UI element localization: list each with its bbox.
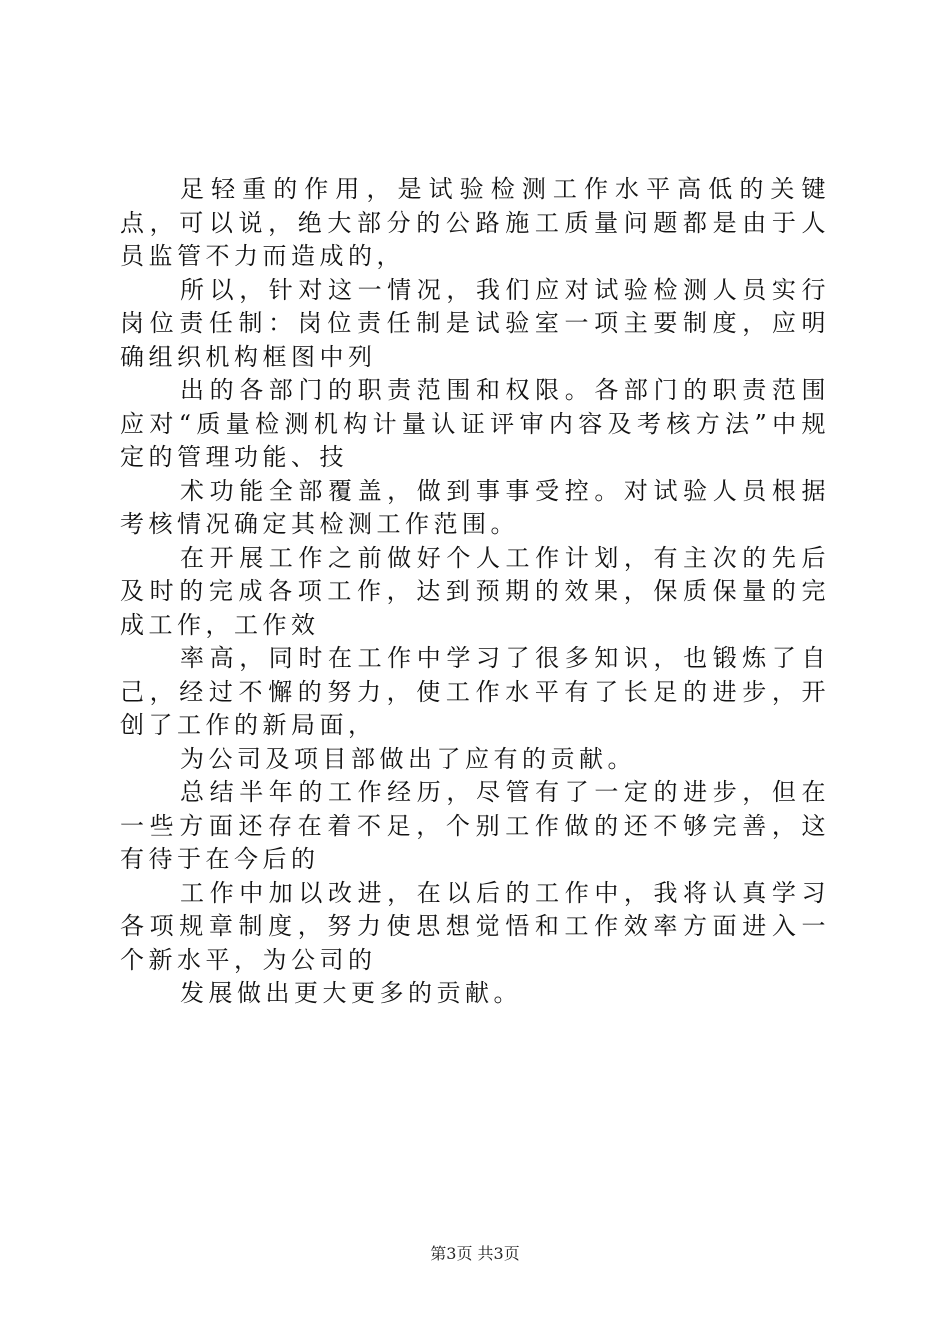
- paragraph-6: 率高，同时在工作中学习了很多知识，也锻炼了自己，经过不懈的努力，使工作水平有了长足的进步，开创了工作的新局面，: [120, 644, 830, 739]
- paragraph-10: 发展做出更大更多的贡献。: [180, 979, 522, 1007]
- paragraph-3: 出的各部门的职责范围和权限。各部门的职责范围应对“质量检测机构计量认证评审内容及考核方法”中规定的管理功能、技: [120, 376, 830, 471]
- paragraph-8: 总结半年的工作经历，尽管有了一定的进步，但在一些方面还存在着不足，个别工作做的还不够完善，这有待于在今后的: [120, 778, 830, 873]
- paragraph-5: 在开展工作之前做好个人工作计划，有主次的先后及时的完成各项工作，达到预期的效果，保质保量的完成工作，工作效: [120, 543, 830, 639]
- paragraph-2: 所以，针对这一情况，我们应对试验检测人员实行岗位责任制：岗位责任制是试验室一项主要制度，应明确组织机构框图中列: [120, 275, 830, 371]
- paragraph-9: 工作中加以改进，在以后的工作中，我将认真学习各项规章制度，努力使思想觉悟和工作效率方面进入一个新水平，为公司的: [120, 878, 830, 974]
- document-body: [120, 173, 830, 1011]
- page-number-footer: 第3页 共3页: [430, 1244, 520, 1263]
- paragraph-1: 足轻重的作用，是试验检测工作水平高低的关键点，可以说，绝大部分的公路施工质量问题都是由于人员监管不力而造成的，: [120, 175, 830, 270]
- paragraph-7: 为公司及项目部做出了应有的贡献。: [180, 744, 636, 773]
- paragraph-4: 术功能全部覆盖，做到事事受控。对试验人员根据考核情况确定其检测工作范围。: [120, 476, 830, 538]
